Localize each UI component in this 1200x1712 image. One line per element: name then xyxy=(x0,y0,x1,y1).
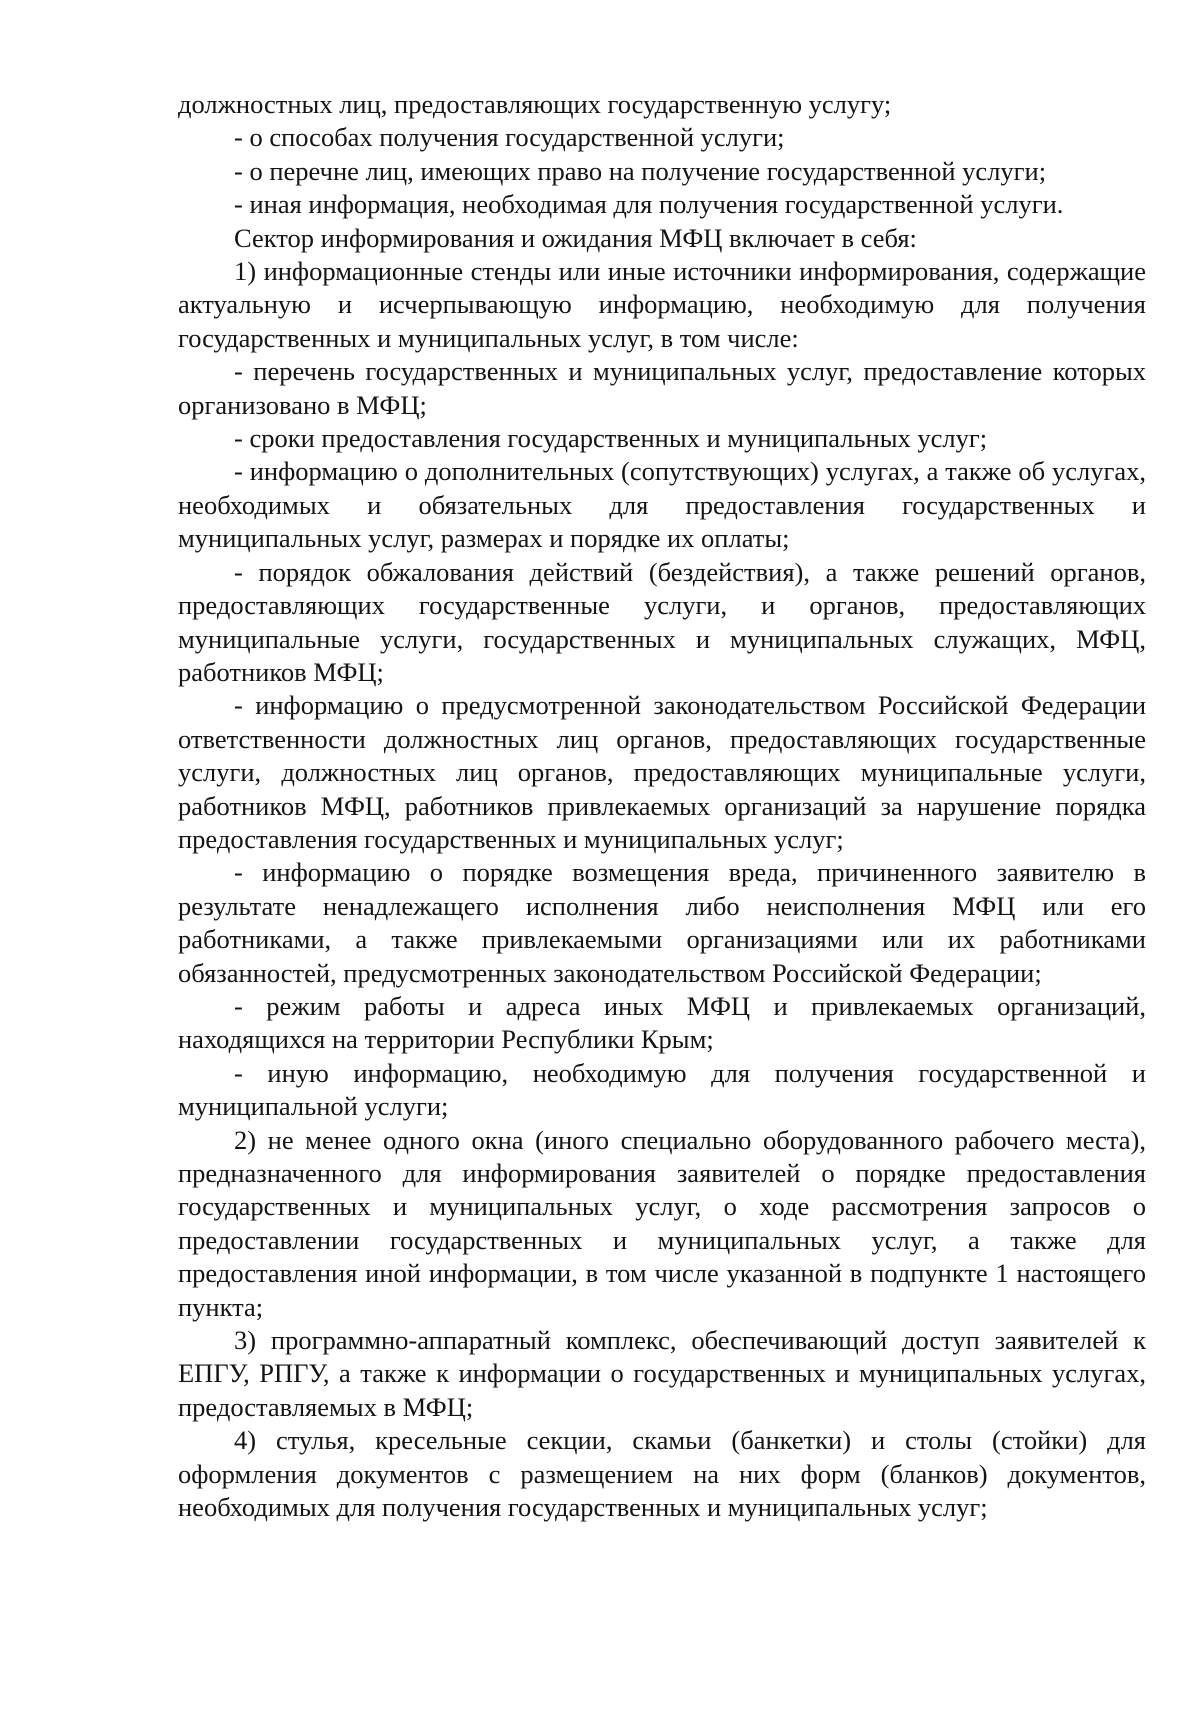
paragraph-item-2-window: 2) не менее одного окна (иного специально оборудованного рабочего места), предназначенного для информирования заявителей о порядке предоставления государственных и муниципальных услуг, о ходе рассмотрения запросов о предоставлении государственных и муниципальных услуг, а также для предоставления иной информации, в том числе указанной в подпункте 1 настоящего пункта; xyxy=(178,1124,1146,1322)
paragraph-working-hours: - режим работы и адреса иных МФЦ и привлекаемых организаций, находящихся на территории Республики Крым; xyxy=(178,990,1146,1055)
document-body xyxy=(178,88,1146,1524)
paragraph-appeal-procedure: - порядок обжалования действий (бездействия), а также решений органов, предоставляющих государственные услуги, и органов, предоставляющих муниципальные услуги, государственных и муниципальных служащих, МФЦ, работников МФЦ; xyxy=(178,556,1146,687)
paragraph-item-3-software: 3) программно-аппаратный комплекс, обеспечивающий доступ заявителей к ЕПГУ, РПГУ, а также к информации о государственных и муниципальных услугах, предоставляемых в МФЦ; xyxy=(178,1325,1146,1422)
paragraph-other-information: - иную информацию, необходимую для получения государственной и муниципальной услуги; xyxy=(178,1057,1146,1122)
paragraph-item-1-stands: 1) информационные стенды или иные источники информирования, содержащие актуальную и исчерпывающую информацию, необходимую для получения государственных и муниципальных услуг, в том числе: xyxy=(178,256,1146,353)
paragraph-services-list: - перечень государственных и муниципальных услуг, предоставление которых организовано в МФЦ; xyxy=(178,356,1146,420)
paragraph-other-info: - иная информация, необходимая для получения государственной услуги. xyxy=(234,189,1064,220)
paragraph-sector-intro: Сектор информирования и ожидания МФЦ включает в себя: xyxy=(234,222,917,253)
paragraph-item-4-furniture: 4) стулья, кресельные секции, скамьи (банкетки) и столы (стойки) для оформления документов с размещением на них форм (бланков) документов, необходимых для получения государственных и муниципальных услуг; xyxy=(178,1425,1146,1523)
paragraph-service-terms: - сроки предоставления государственных и муниципальных услуг; xyxy=(234,423,988,454)
paragraph-continuation: должностных лиц, предоставляющих государственную услугу; xyxy=(178,89,892,119)
paragraph-liability: - информацию о предусмотренной законодательством Российской Федерации ответственности должностных лиц органов, предоставляющих государственные услуги, должностных лиц органов, предоставляющих муниципальные услуги, работников МФЦ, работников привлекаемых организаций за нарушение порядка предоставления государственных и муниципальных услуг; xyxy=(178,690,1146,854)
paragraph-methods: - о способах получения государственной услуги; xyxy=(234,122,785,153)
paragraph-eligible-persons: - о перечне лиц, имеющих право на получение государственной услуги; xyxy=(234,155,1047,186)
paragraph-additional-services: - информацию о дополнительных (сопутствующих) услугах, а также об услугах, необходимых и обязательных для предоставления государственных и муниципальных услуг, размерах и порядке их оплаты; xyxy=(178,456,1146,554)
paragraph-damage-compensation: - информацию о порядке возмещения вреда, причиненного заявителю в результате ненадлежащего исполнения либо неисполнения МФЦ или его работниками, а также привлекаемыми организациями или их работниками обязанностей, предусмотренных законодательством Российской Федерации; xyxy=(178,857,1146,988)
